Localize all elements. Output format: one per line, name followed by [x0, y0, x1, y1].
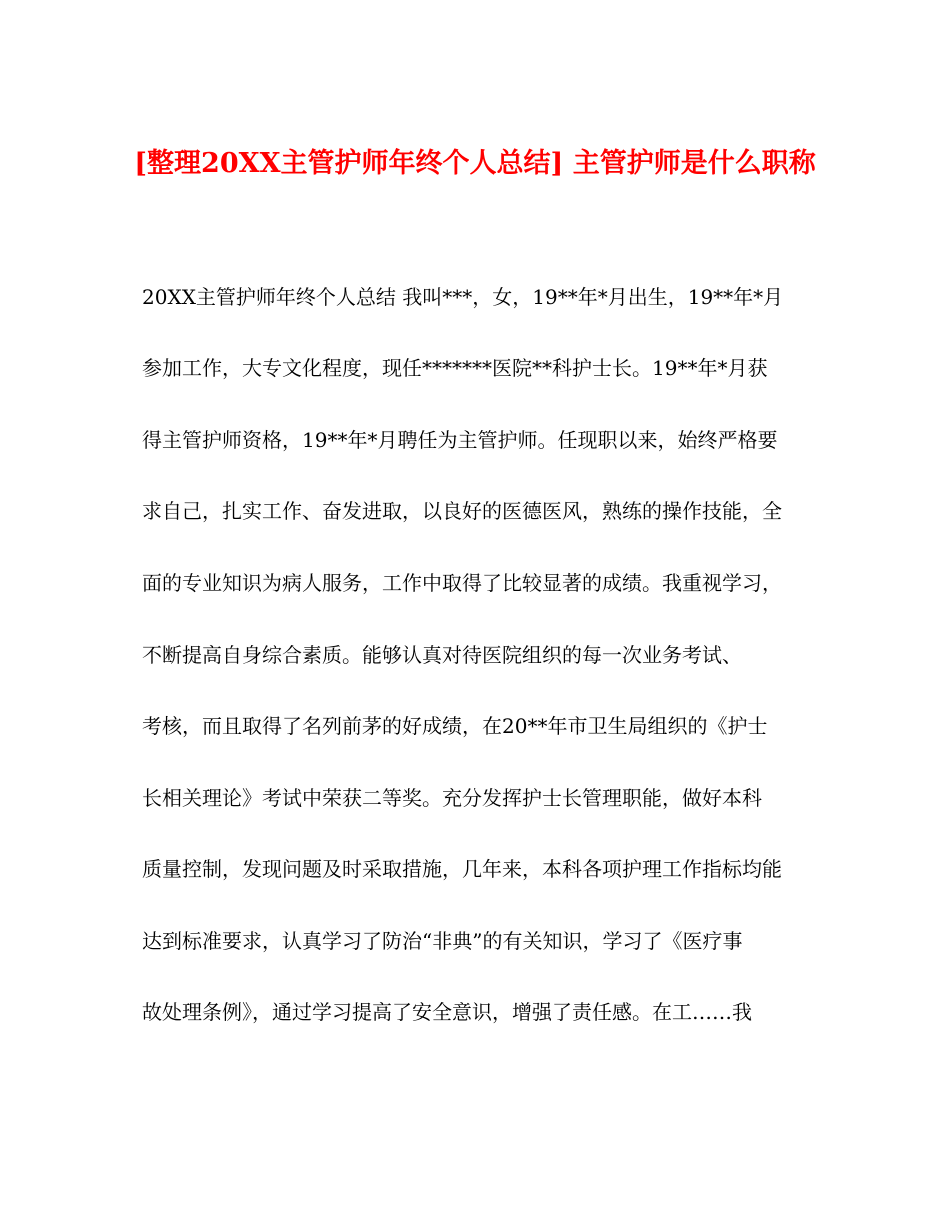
body-line-2: 参加工作，大专文化程度，现任*******医院**科护士长。19**年*月获: [142, 356, 768, 380]
body-line-5: 面的专业知识为病人服务，工作中取得了比较显著的成绩。我重视学习，: [142, 571, 782, 595]
document-title: [整理20XX主管护师年终个人总结] 主管护师是什么职称: [134, 148, 816, 179]
body-line-3: 得主管护师资格，19**年*月聘任为主管护师。任现职以来，始终严格要: [142, 428, 778, 452]
body-line-10: 达到标准要求，认真学习了防治“非典”的有关知识，学习了《医疗事: [142, 929, 743, 953]
body-line-8: 长相关理论》考试中荣获二等奖。充分发挥护士长管理职能，做好本科: [142, 786, 762, 810]
body-line-6: 不断提高自身综合素质。能够认真对待医院组织的每一次业务考试、: [142, 643, 742, 667]
body-line-9: 质量控制，发现问题及时采取措施，几年来，本科各项护理工作指标均能: [142, 857, 782, 881]
body-line-11: 故处理条例》，通过学习提高了安全意识，增强了责任感。在工……我: [142, 1000, 752, 1024]
body-line-4: 求自己，扎实工作、奋发进取，以良好的医德医风，熟练的操作技能，全: [142, 499, 782, 523]
body-line-1: 20XX主管护师年终个人总结 我叫***，女，19**年*月出生，19**年*月: [142, 285, 784, 309]
body-line-7: 考核，而且取得了名列前茅的好成绩，在20**年市卫生局组织的《护士: [142, 714, 768, 738]
